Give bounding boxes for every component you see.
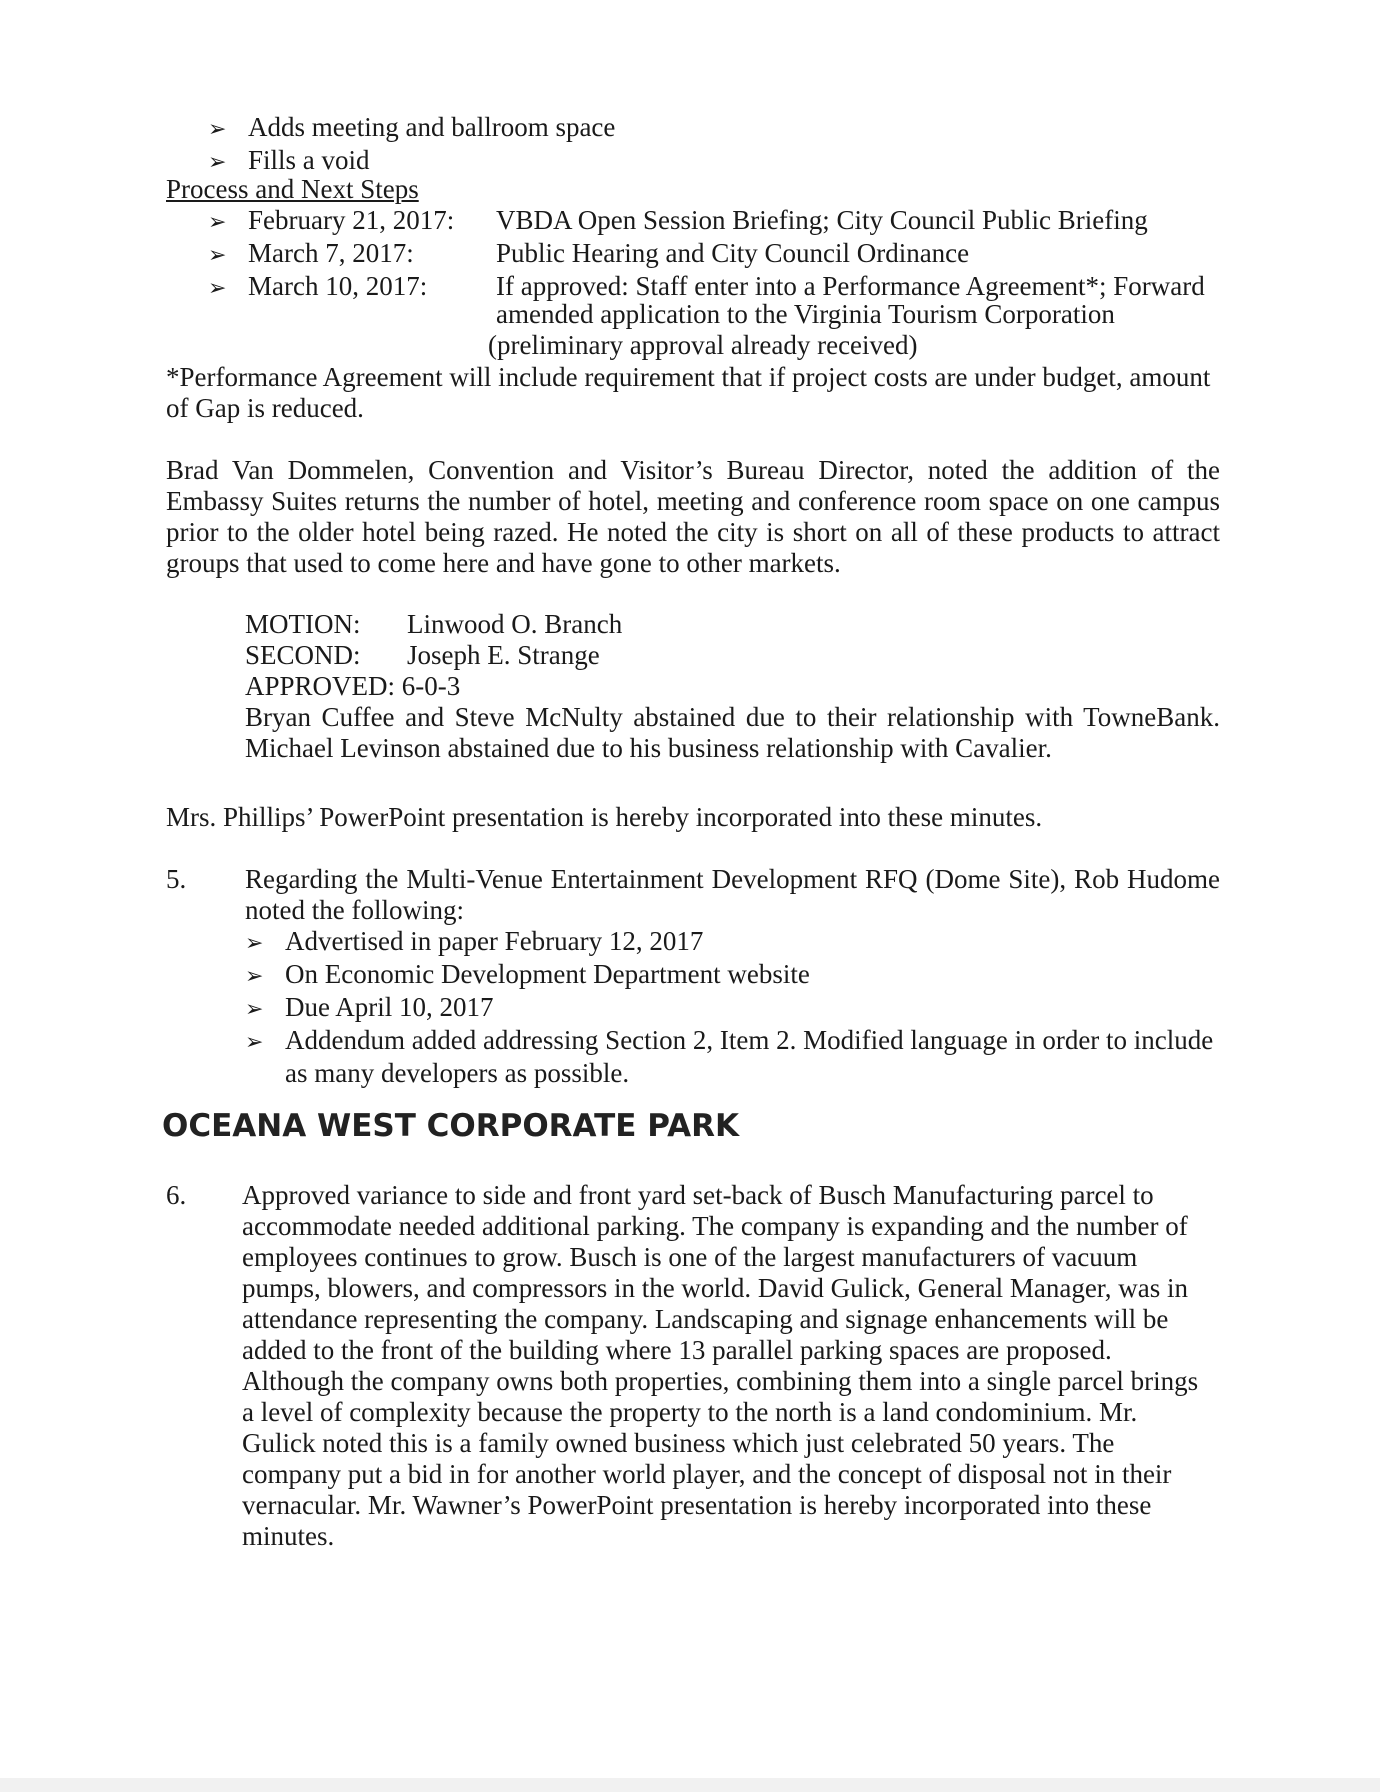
step-text: VBDA Open Session Briefing; City Council Public Briefing [496, 205, 1148, 235]
arrowhead-bullet-icon: ➢ [245, 931, 264, 956]
list-item: ➢ Fills a void [208, 145, 615, 178]
arrowhead-bullet-icon: ➢ [208, 117, 227, 142]
process-heading: Process and Next Steps [166, 174, 419, 204]
abstain-line: Bryan Cuffee and Steve McNulty abstained due to their relationship with TowneBank. [245, 702, 1220, 732]
arrowhead-bullet-icon: ➢ [208, 210, 227, 235]
step-date: February 21, 2017: [248, 205, 455, 235]
list-item-continuation: as many developers as possible. [285, 1058, 630, 1088]
item-5-bullets [245, 926, 1220, 1089]
process-steps [208, 205, 1205, 304]
motion-block [245, 609, 1220, 764]
item-number: 5. [166, 864, 187, 894]
performance-note-line: *Performance Agreement will include requirement that if project costs are under budget, amount [166, 362, 1211, 392]
step-date: March 7, 2017: [248, 238, 414, 268]
list-item: ➢ Advertised in paper February 12, 2017 [245, 926, 1220, 959]
arrowhead-bullet-icon: ➢ [208, 243, 227, 268]
performance-note-line: of Gap is reduced. [166, 393, 364, 423]
second-line: SECOND: Joseph E. Strange [245, 640, 600, 670]
item-5: Regarding the Multi-Venue Entertainment Development RFQ (Dome Site), Rob Hudome noted the following: [245, 864, 1220, 925]
process-step [208, 238, 1205, 271]
step-continuation: (preliminary approval already received) [488, 330, 918, 360]
motion-line: MOTION: Linwood O. Branch [245, 609, 623, 639]
step-date: March 10, 2017: [248, 271, 428, 301]
item-number: 6. [166, 1180, 187, 1210]
list-item: ➢ Adds meeting and ballroom space [208, 112, 615, 145]
section-heading: OCEANA WEST CORPORATE PARK [162, 1108, 740, 1144]
list-item: ➢ Due April 10, 2017 [245, 992, 1220, 1025]
step-continuation: amended application to the Virginia Tourism Corporation [496, 299, 1115, 329]
step-text: Public Hearing and City Council Ordinance [496, 238, 970, 268]
approved-line: APPROVED: 6-0-3 [245, 671, 461, 701]
arrowhead-bullet-icon: ➢ [208, 276, 227, 301]
process-step [208, 205, 1205, 238]
phillips-statement: Mrs. Phillips’ PowerPoint presentation is hereby incorporated into these minutes. [166, 802, 1043, 832]
director-paragraph: Brad Van Dommelen, Convention and Visitor’s Bureau Director, noted the addition of the Embassy Suites returns the number of hotel, meeting and conference room space on one campus prior to the older hotel being razed. He noted the city is short on all of these products to attract groups that used to come here and have gone to other markets. [166, 455, 1220, 578]
abstain-line: Michael Levinson abstained due to his business relationship with Cavalier. [245, 733, 1052, 763]
list-item: ➢ Addendum added addressing Section 2, Item 2. Modified language in order to include [245, 1025, 1220, 1058]
arrowhead-bullet-icon: ➢ [245, 997, 264, 1022]
page-bottom-edge [0, 1778, 1380, 1792]
arrowhead-bullet-icon: ➢ [208, 150, 227, 175]
list-item: ➢ On Economic Development Department website [245, 959, 1220, 992]
item-6: Approved variance to side and front yard set-back of Busch Manufacturing parcel to accommodate needed additional parking. The company is expanding and the number of employees continues to grow. Busch is one of the largest manufacturers of vacuum pumps, blowers, and compressors in the world. David Gulick, General Manager, was in attendance representing the company. Landscaping and signage enhancements will be added to the front of the building where 13 parallel parking spaces are proposed. Although the company owns both properties, combining them into a single parcel brings a level of complexity because the property to the north is a land condominium. Mr. Gulick noted this is a family owned business which just celebrated 50 years. The company put a bid in for another world player, and the concept of disposal not in their vernacular. Mr. Wawner’s PowerPoint presentation is hereby incorporated into these minutes. [242, 1180, 1199, 1551]
step-text: If approved: Staff enter into a Performance Agreement*; Forward [496, 271, 1205, 301]
top-bullet-list [208, 112, 615, 178]
arrowhead-bullet-icon: ➢ [245, 1030, 264, 1055]
arrowhead-bullet-icon: ➢ [245, 964, 264, 989]
